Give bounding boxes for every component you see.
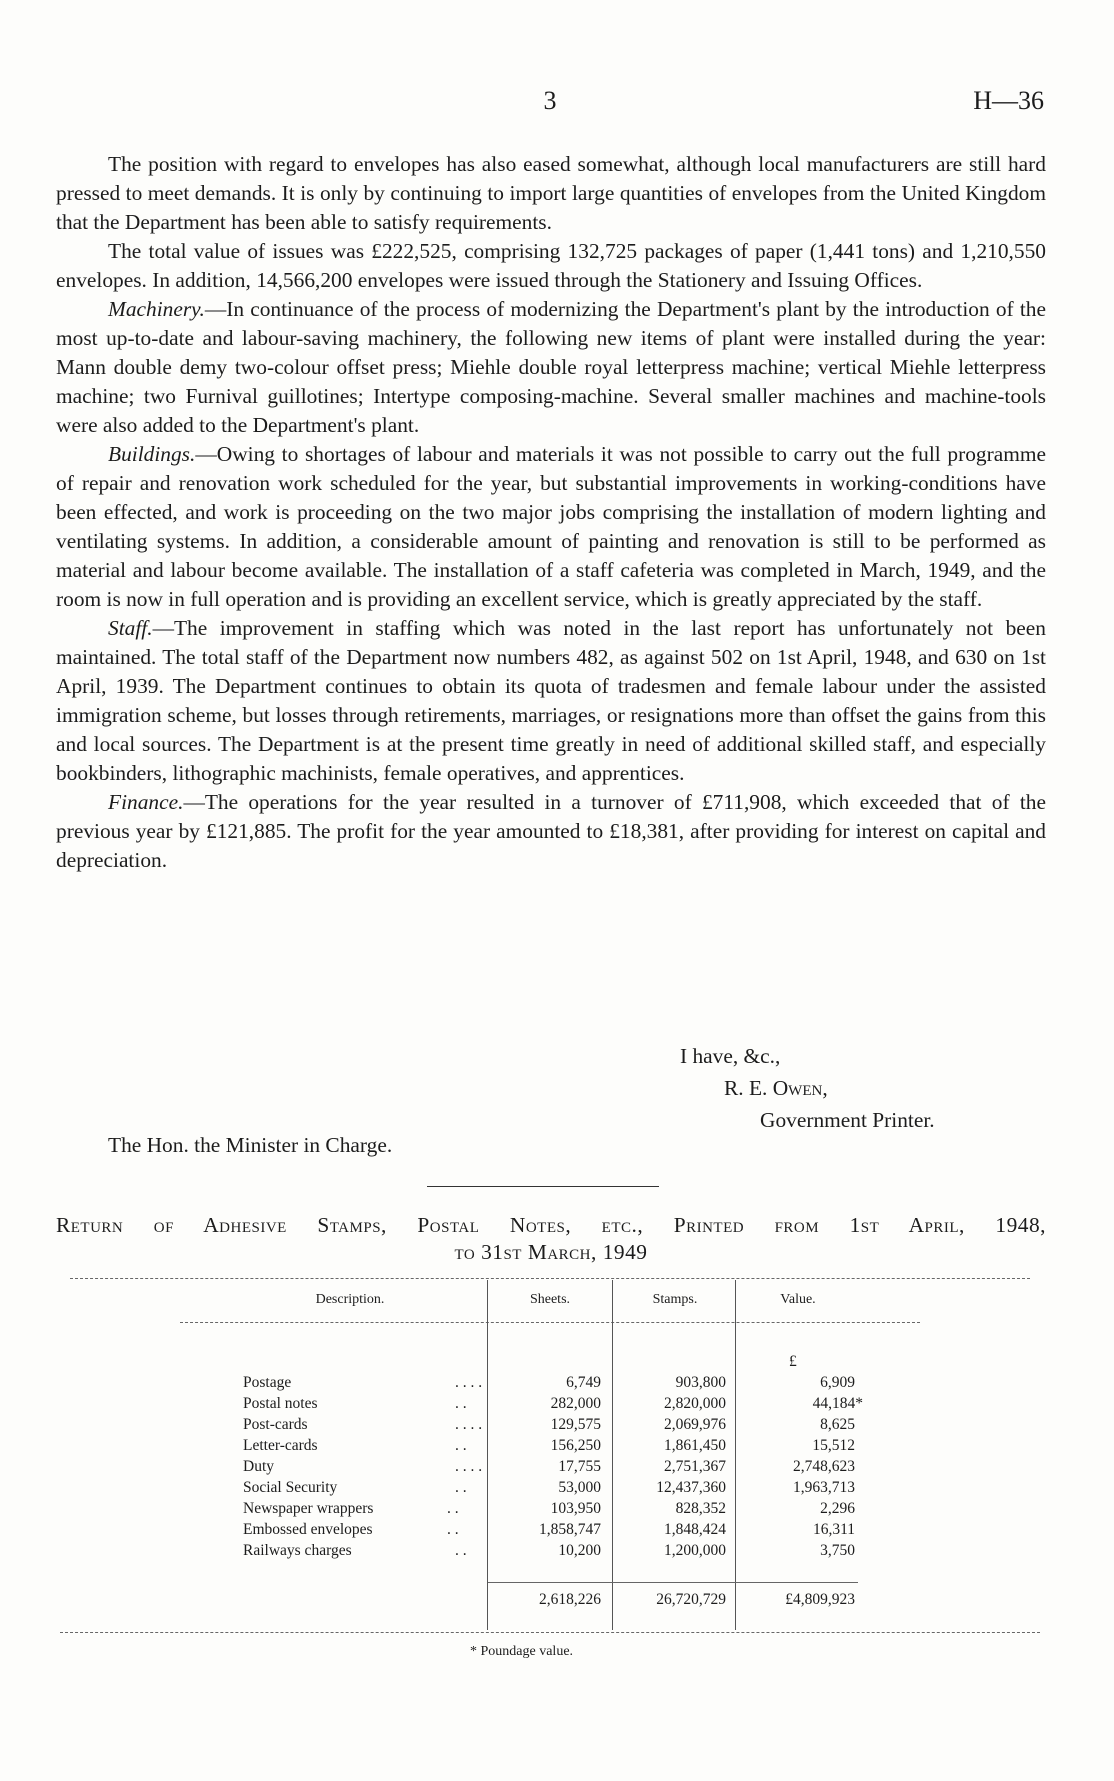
paragraph-finance: Finance.—The operations for the year resulted in a turnover of £711,908, which exceeded that of the previous year by £121,885. The profit for the year amounted to £18,381, after providing for interest on capital and depreciation. <box>56 790 1046 872</box>
page-number: 3 <box>543 86 557 115</box>
total-value: £4,809,923 <box>785 1591 855 1608</box>
section-divider <box>427 1186 659 1187</box>
table-footnote: * Poundage value. <box>470 1644 574 1659</box>
header-stamps: Stamps. <box>652 1292 698 1307</box>
heading-finance: Finance. <box>108 790 184 814</box>
paragraph-envelopes: The position with regard to envelopes has also eased somewhat, although local manufacturers are still hard pressed to meet demands. It is only by continuing to import large quantities of envelopes from the United Kingdom that the Department has been able to satisfy requirements. <box>56 152 1046 234</box>
heading-staff: Staff. <box>108 616 153 640</box>
header-description: Description. <box>315 1292 385 1307</box>
table-bottom-rule <box>60 1632 1040 1633</box>
table-row: Embossed envelopes . . 1,858,747 1,848,424 16,311 <box>243 1521 855 1538</box>
table-row: Post-cards . . . . 129,575 2,069,976 8,625 <box>243 1416 855 1433</box>
signature-block <box>680 1040 1010 1136</box>
table-row: Social Security . . 53,000 12,437,360 1,963,713 <box>243 1479 855 1496</box>
value-unit: £ <box>789 1353 797 1370</box>
table-row: Newspaper wrappers . . 103,950 828,352 2,296 <box>243 1500 855 1517</box>
addressee: The Hon. the Minister in Charge. <box>108 1133 393 1157</box>
heading-machinery: Machinery. <box>108 297 205 321</box>
return-title-line-1: Return of Adhesive Stamps, Postal Notes, etc., Printed from 1st April, 1948, <box>56 1213 1046 1237</box>
header-value: Value. <box>780 1292 816 1307</box>
table-header-rule <box>180 1322 920 1323</box>
return-title <box>56 1212 1046 1266</box>
return-title-line-2: to 31st March, 1949 <box>454 1240 648 1264</box>
totals-rule <box>488 1582 858 1583</box>
report-body <box>56 150 1046 875</box>
table-row: Postage . . . . 6,749 903,800 6,909 <box>243 1374 855 1391</box>
table-top-rule <box>70 1278 1030 1279</box>
paragraph-machinery: Machinery.—In continuance of the process of modernizing the Department's plant by the introduction of the most up-to-date and labour-saving machinery, the following new items of plant were installed during the year: Mann double demy two-colour offset press; Miehle double royal letterpress machine; vertical Miehle letterpress machine; two Furnival guillotines; Intertype composing-machine. Several smaller machines and machine-tools were also added to the Department's plant. <box>56 297 1046 437</box>
page-reference: H—36 <box>973 86 1044 115</box>
signatory-title: Government Printer. <box>760 1108 935 1132</box>
paragraph-staff: Staff.—The improvement in staffing which was noted in the last report has unfortunately not been maintained. The total staff of the Department now numbers 482, as against 502 on 1st April, 1948, and 630 on 1st April, 1939. The Department continues to obtain its quota of tradesmen and female labour under the assisted immigration scheme, but losses through retirements, marriages, or resignations more than offset the gains from this and local sources. The Department is at the present time greatly in need of additional skilled staff, and especially bookbinders, lithographic machinists, female operatives, and apprentices. <box>56 616 1046 785</box>
table-row: Railways charges . . 10,200 1,200,000 3,750 <box>243 1542 855 1559</box>
table-row: Letter-cards . . 156,250 1,861,450 15,512 <box>243 1437 855 1454</box>
total-stamps: 26,720,729 <box>656 1591 726 1608</box>
table-row: Duty . . . . 17,755 2,751,367 2,748,623 <box>243 1458 855 1475</box>
paragraph-buildings: Buildings.—Owing to shortages of labour and materials it was not possible to carry out the full programme of repair and renovation work scheduled for the year, but substantial improvements in working-conditions have been effected, and work is proceeding on the two major jobs comprising the installation of modern lighting and ventilating systems. In addition, a considerable amount of painting and renovation is still to be performed as material and labour become available. The installation of a staff cafeteria was completed in March, 1949, and the room is now in full operation and is providing an excellent service, which is greatly appreciated by the staff. <box>56 442 1046 611</box>
paragraph-issues: The total value of issues was £222,525, comprising 132,725 packages of paper (1,441 tons) and 1,210,550 envelopes. In addition, 14,566,200 envelopes were issued through the Stationery and Issuing Offices. <box>56 239 1046 292</box>
table-row: Postal notes . . 282,000 2,820,000 44,184* <box>243 1395 863 1412</box>
total-sheets: 2,618,226 <box>539 1591 601 1608</box>
heading-buildings: Buildings. <box>108 442 196 466</box>
closing: I have, &c., <box>680 1044 781 1068</box>
header-sheets: Sheets. <box>529 1292 571 1307</box>
signatory-name: R. E. Owen, <box>724 1076 828 1100</box>
